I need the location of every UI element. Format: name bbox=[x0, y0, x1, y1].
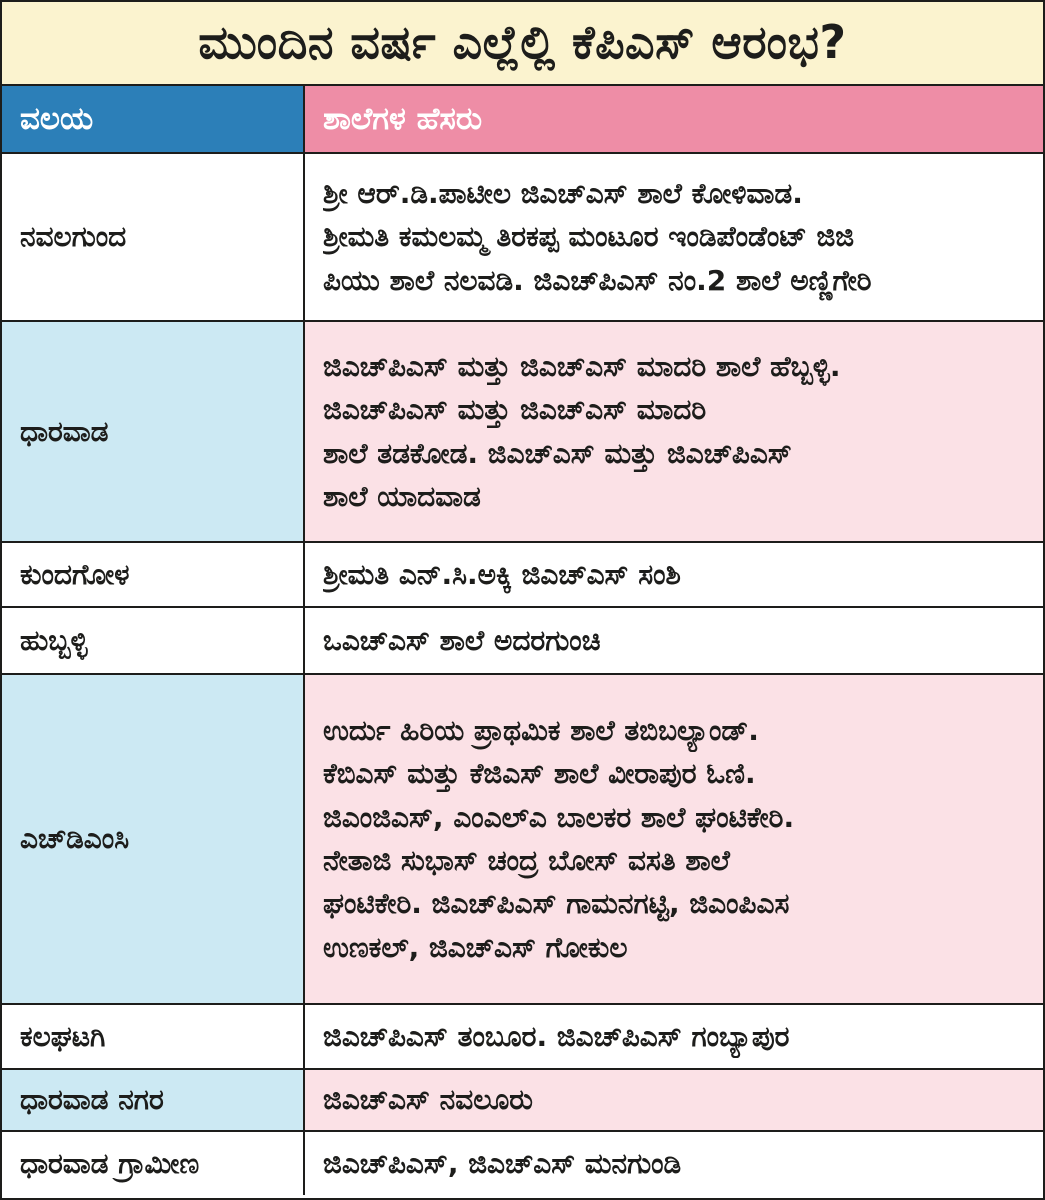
zone-cell: ನವಲಗುಂದ bbox=[2, 153, 304, 321]
table-row bbox=[2, 542, 1043, 607]
page-title: ಮುಂದಿನ ವರ್ಷ ಎಲ್ಲೆಲ್ಲಿ ಕೆಪಿಎಸ್ ಆರಂಭ? bbox=[2, 2, 1043, 86]
zone-column-header: ವಲಯ bbox=[2, 86, 304, 153]
table-row bbox=[2, 1069, 1043, 1131]
school-line: ಶ್ರೀಮತಿ ಎನ್.ಸಿ.ಅಕ್ಕಿ ಜಿಎಚ್‌ಎಸ್ ಸಂಶಿ bbox=[323, 557, 681, 591]
school-names-cell bbox=[304, 1069, 1043, 1131]
zone-cell: ಕುಂದಗೋಳ bbox=[2, 542, 304, 607]
school-names-column-header: ಶಾಲೆಗಳ ಹೆಸರು bbox=[304, 86, 1043, 153]
zone-cell: ಕಲಘಟಗಿ bbox=[2, 1004, 304, 1069]
school-names-cell bbox=[304, 1131, 1043, 1195]
table-row bbox=[2, 321, 1043, 542]
zone-cell: ಎಚ್‌ಡಿಎಂಸಿ bbox=[2, 674, 304, 1004]
table-row bbox=[2, 153, 1043, 321]
table-header-row bbox=[2, 86, 1043, 153]
schools-table bbox=[2, 86, 1043, 1195]
zone-cell: ಧಾರವಾಡ bbox=[2, 321, 304, 542]
school-line: ಜಿಎಂಜಿಎಸ್, ಎಂಎಲ್‌ಎ ಬಾಲಕರ ಶಾಲೆ ಘಂಟಿಕೇರಿ. bbox=[323, 800, 795, 834]
school-line: ಉರ್ದು ಹಿರಿಯ ಪ್ರಾಥಮಿಕ ಶಾಲೆ ತಬಿಬಲ್ಯಾಂಡ್. bbox=[323, 713, 759, 747]
table-row bbox=[2, 607, 1043, 674]
school-line: ಕೆಬಿಎಸ್ ಮತ್ತು ಕೆಜಿಎಸ್ ಶಾಲೆ ವೀರಾಪುರ ಓಣಿ. bbox=[323, 757, 756, 791]
school-line: ನೇತಾಜಿ ಸುಭಾಸ್ ಚಂದ್ರ ಬೋಸ್ ವಸತಿ ಶಾಲೆ bbox=[323, 844, 730, 877]
table-row bbox=[2, 1131, 1043, 1195]
school-line: ಪಿಯು ಶಾಲೆ ನಲವಡಿ. ಜಿಎಚ್‌ಪಿಎಸ್ ನಂ.2 ಶಾಲೆ ಅಣ್ಣಿಗೇರಿ bbox=[323, 263, 872, 297]
school-names-cell bbox=[304, 607, 1043, 674]
school-line: ಜಿಎಚ್‌ಎಸ್ ನವಲೂರು bbox=[323, 1083, 533, 1117]
school-line: ಜಿಎಚ್‌ಪಿಎಸ್ ಮತ್ತು ಜಿಎಚ್‌ಎಸ್ ಮಾದರಿ bbox=[323, 393, 707, 427]
school-line: ಒಎಚ್‌ಎಸ್ ಶಾಲೆ ಅದರಗುಂಚಿ bbox=[323, 623, 601, 657]
school-line: ಘಂಟಿಕೇರಿ. ಜಿಎಚ್‌ಪಿಎಸ್ ಗಾಮನಗಟ್ಟಿ, ಜಿಎಂಪಿಎಸ bbox=[323, 887, 790, 921]
zone-cell: ಧಾರವಾಡ ಗ್ರಾಮೀಣ bbox=[2, 1131, 304, 1195]
school-line: ಉಣಕಲ್, ಜಿಎಚ್‌ಎಸ್ ಗೋಕುಲ bbox=[323, 930, 628, 964]
school-line: ಜಿಎಚ್‌ಪಿಎಸ್ ಮತ್ತು ಜಿಎಚ್‌ಎಸ್ ಮಾದರಿ ಶಾಲೆ ಹೆಬ್ಬಳ್ಳಿ. bbox=[323, 349, 841, 383]
school-line: ಶ್ರೀಮತಿ ಕಮಲಮ್ಮ ತಿರಕಪ್ಪ ಮಂಟೂರ ಇಂಡಿಪೆಂಡೆಂಟ್ ಜಿಜಿ bbox=[323, 220, 855, 254]
school-names-cell bbox=[304, 674, 1043, 1004]
school-names-cell bbox=[304, 153, 1043, 321]
school-line: ಜಿಎಚ್‌ಪಿಎಸ್, ಜಿಎಚ್‌ಎಸ್ ಮನಗುಂಡಿ bbox=[323, 1146, 682, 1180]
school-line: ಶಾಲೆ ಯಾದವಾಡ bbox=[323, 479, 481, 513]
school-names-cell bbox=[304, 542, 1043, 607]
table-row bbox=[2, 674, 1043, 1004]
school-names-cell bbox=[304, 321, 1043, 542]
school-line: ಜಿಎಚ್‌ಪಿಎಸ್ ತಂಬೂರ. ಜಿಎಚ್‌ಪಿಎಸ್ ಗಂಬ್ಯಾಪುರ bbox=[323, 1019, 790, 1053]
school-line: ಶ್ರೀ ಆರ್.ಡಿ.ಪಾಟೀಲ ಜಿಎಚ್‌ಎಸ್ ಶಾಲೆ ಕೋಳಿವಾಡ. bbox=[323, 176, 803, 210]
zone-cell: ಹುಬ್ಬಳ್ಳಿ bbox=[2, 607, 304, 674]
school-line: ಶಾಲೆ ತಡಕೋಡ. ಜಿಎಚ್‌ಎಸ್ ಮತ್ತು ಜಿಎಚ್‌ಪಿಎಸ್ bbox=[323, 436, 792, 470]
zone-cell: ಧಾರವಾಡ ನಗರ bbox=[2, 1069, 304, 1131]
table-row bbox=[2, 1004, 1043, 1069]
school-names-cell bbox=[304, 1004, 1043, 1069]
